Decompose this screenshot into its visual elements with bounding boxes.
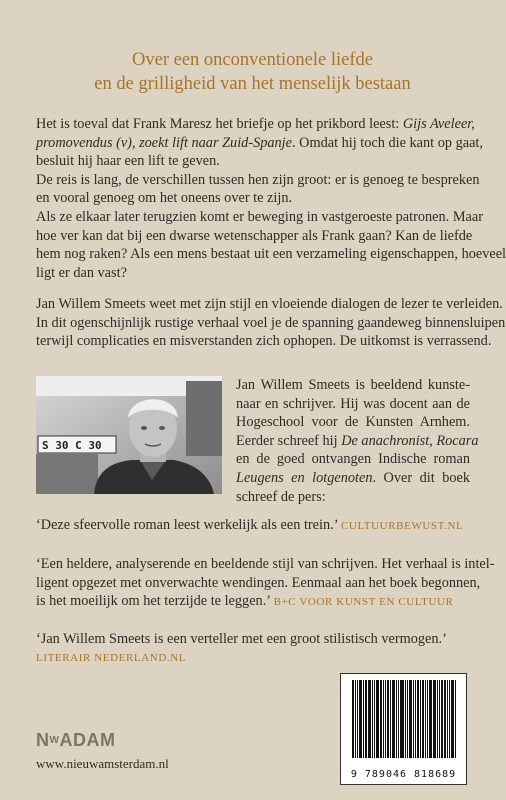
- author-bio: [236, 376, 479, 506]
- barcode-bar: [420, 680, 421, 758]
- isbn-number: 9 789046 818689: [350, 769, 457, 780]
- press-quote-line: ‘Een heldere, analyserende en beeldende stijl van schrijven. Het verhaal is intel-: [36, 556, 495, 572]
- bio-line: schreef de pers:: [236, 488, 326, 505]
- barcode-bar: [363, 680, 364, 758]
- barcode-bar: [396, 680, 397, 758]
- press-quote-source: CULTUURBEWUST.NL: [341, 520, 464, 532]
- press-quote-line: ‘Jan Willem Smeets is een verteller met een groot stilistisch vermogen.’: [36, 631, 447, 647]
- barcode-bar: [425, 680, 426, 758]
- barcode-bar: [385, 680, 386, 758]
- bio-line: Hogeschool voor de Kunsten Arnhem.: [236, 414, 470, 431]
- author-paragraph: [36, 295, 506, 351]
- press-quote-line: is het moeilijk om het terzijde te leggen.’ B+C VOOR KUNST EN CULTUUR: [36, 593, 454, 610]
- barcode-bar: [402, 680, 404, 758]
- press-quote-line: ‘Deze sfeervolle roman leest werkelijk als een trein.’ CULTUURBEWUST.NL: [36, 517, 464, 533]
- barcode-bar: [415, 680, 416, 758]
- press-quote: [36, 555, 495, 612]
- synopsis-line: besluit hij haar een lift te geven.: [36, 153, 220, 170]
- barcode-bar: [352, 680, 354, 758]
- barcode-bar: [427, 680, 428, 758]
- publisher-website: www.nieuwamsterdam.nl: [36, 756, 169, 771]
- headline: [0, 48, 505, 96]
- bio-line: Leugens en lotgenoten. Over dit boek: [236, 469, 470, 486]
- synopsis-line: De reis is lang, de verschillen tussen hen zijn groot: er is genoeg te bespreken: [36, 171, 480, 188]
- bio-line: en de goed ontvangen Indische roman: [236, 451, 470, 468]
- barcode-bar: [417, 680, 419, 758]
- press-quote-source: LITERAIR NEDERLAND.NL: [36, 651, 187, 664]
- barcode-bar: [372, 680, 373, 758]
- barcode-bar: [455, 680, 456, 758]
- bio-line: naar en schrijver. Hij was docent aan de: [236, 395, 470, 412]
- isbn-barcode: [340, 673, 467, 785]
- author-line: terwijl complicaties en misverstanden zich ophopen. De uitkomst is verrassend.: [36, 333, 492, 350]
- barcode-bar: [441, 680, 443, 758]
- barcode-bar: [355, 680, 356, 758]
- barcode-bar: [433, 680, 434, 758]
- barcode-bar: [370, 680, 371, 758]
- author-line: Jan Willem Smeets weet met zijn stijl en vloeiende dialogen de lezer te verleiden.: [36, 296, 503, 312]
- synopsis-line: ligt er dan vast?: [36, 264, 127, 281]
- barcode-bars: [352, 680, 456, 758]
- barcode-bar: [383, 680, 384, 758]
- barcode-bar: [437, 680, 438, 758]
- barcode-bar: [387, 680, 389, 758]
- barcode-bar: [413, 680, 414, 758]
- synopsis-line: hem nog raken? Als een mens bestaat uit een verzameling eigenschappen, hoeveel: [36, 246, 506, 263]
- barcode-bar: [390, 680, 391, 758]
- barcode-bar: [439, 680, 440, 758]
- headline-line-1: Over een onconventionele liefde: [132, 50, 373, 70]
- barcode-bar: [392, 680, 395, 758]
- barcode-bar: [368, 680, 370, 758]
- barcode-bar: [359, 680, 362, 758]
- barcode-bar: [357, 680, 358, 758]
- press-quote: [36, 516, 470, 536]
- press-quote-line: ligent opgezet met onverwachte wendingen. Eenmaal aan het boek begonnen,: [36, 574, 481, 591]
- barcode-bar: [405, 680, 406, 758]
- press-quote-source: B+C VOOR KUNST EN CULTUUR: [273, 596, 454, 609]
- synopsis-line: Als ze elkaar later terugzien komt er beweging in vastgeroeste patronen. Maar: [36, 208, 483, 225]
- synopsis-line: promovendus (v), zoekt lift naar Zuid-Spanje. Omdat hij toch die kant op gaat,: [36, 134, 483, 151]
- synopsis-line: hoe ver kan dat bij een dwarse wetenschapper als Frank gaan? Kan de liefde: [36, 227, 473, 244]
- publisher-logo: NWADAM: [36, 730, 116, 750]
- barcode-bar: [374, 680, 375, 758]
- barcode-bar: [449, 680, 450, 758]
- barcode-bar: [400, 680, 402, 758]
- barcode-bar: [380, 680, 382, 758]
- barcode-bar: [365, 680, 367, 758]
- barcode-bar: [376, 680, 379, 758]
- press-quote: [36, 630, 470, 667]
- synopsis-line: en vooral genoeg om het oneens over te zijn.: [36, 190, 293, 207]
- synopsis: [36, 115, 506, 282]
- author-line: In dit ogenschijnlijk rustige verhaal voel je de spanning gaandeweg binnensluipen: [36, 314, 506, 331]
- barcode-bar: [407, 680, 408, 758]
- author-portrait-image: [36, 376, 222, 494]
- barcode-bar: [434, 680, 436, 758]
- bio-line: Jan Willem Smeets is beeldend kunste-: [236, 377, 470, 393]
- license-plate-text: S 30 C 30: [42, 439, 102, 452]
- barcode-bar: [451, 680, 454, 758]
- barcode-bar: [429, 680, 432, 758]
- barcode-bar: [422, 680, 424, 758]
- bio-line: Eerder schreef hij De anachronist, Rocara: [236, 432, 479, 449]
- barcode-bar: [444, 680, 446, 758]
- headline-line-2: en de grilligheid van het menselijk bestaan: [94, 74, 411, 94]
- synopsis-line: Het is toeval dat Frank Maresz het briefje op het prikbord leest: Gijs Aveleer,: [36, 116, 475, 132]
- barcode-bar: [447, 680, 448, 758]
- barcode-bar: [398, 680, 399, 758]
- barcode-bar: [409, 680, 412, 758]
- author-photo: [36, 376, 222, 494]
